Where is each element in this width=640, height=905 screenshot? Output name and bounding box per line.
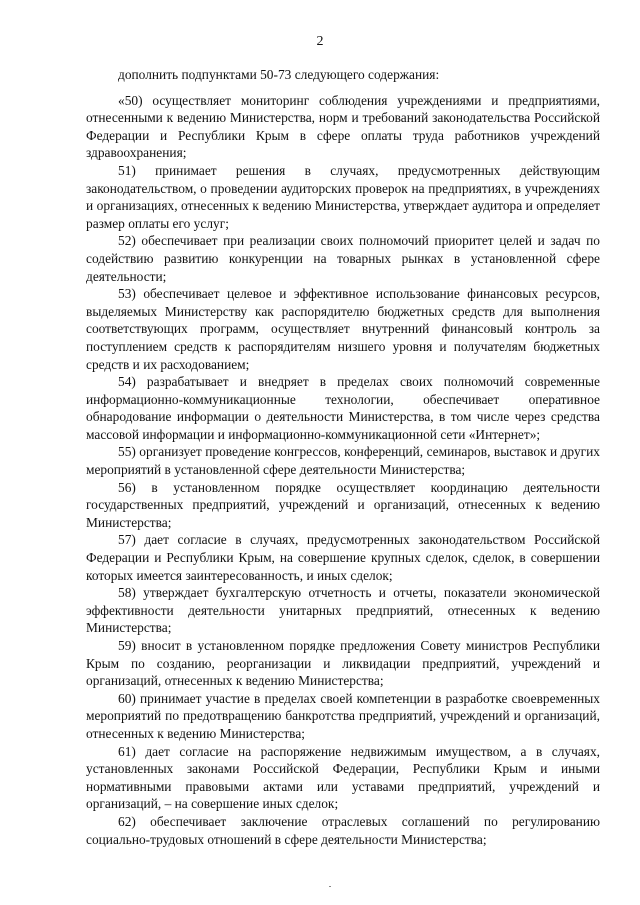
paragraph-62: 62) обеспечивает заключение отраслевых соглашений по регулированию социально-трудовых отношений в сфере деятельности Министерства; <box>86 813 600 847</box>
document-body <box>86 66 600 848</box>
paragraph-53: 53) обеспечивает целевое и эффективное использование финансовых ресурсов, выделяемых Министерству как распорядителю бюджетных средств для выполнения соответствующих программ, осуществляет внутренний финансовый контроль за поступлением средств к распорядителям низшего уровня и получателям бюджетных средств и их расходованием; <box>86 286 600 372</box>
paragraph-57: 57) дает согласие в случаях, предусмотренных законодательством Российской Федерации и Республики Крым, на совершение крупных сделок, сделок, в совершении которых имеется заинтересованность, и иных сделок; <box>86 532 600 583</box>
paragraph-58: 58) утверждает бухгалтерскую отчетность и отчеты, показатели экономической эффективности деятельности унитарных предприятий, отнесенных к ведению Министерства; <box>86 585 600 636</box>
intro-line: дополнить подпунктами 50-73 следующего содержания: <box>118 67 440 82</box>
scan-speck <box>329 886 331 887</box>
paragraph-61: 61) дает согласие на распоряжение недвижимым имуществом, а в случаях, установленных законами Российской Федерации, Республики Крым и иными нормативными правовыми актами или уставами предприятий, учреждений и организаций, – на совершение иных сделок; <box>86 743 600 812</box>
paragraph-59: 59) вносит в установленном порядке предложения Совету министров Республики Крым по созданию, реорганизации и ликвидации предприятий, учреждений и организаций, отнесенных к ведению Министерства; <box>86 638 600 689</box>
paragraph-51: 51) принимает решения в случаях, предусмотренных действующим законодательством, о проведении аудиторских проверок на предприятиях, в учреждениях и организациях, отнесенных к ведению Министерства, утверждает аудитора и определяет размер оплаты его услуг; <box>86 162 600 231</box>
paragraph-60: 60) принимает участие в пределах своей компетенции в разработке своевременных мероприятий по предотвращению банкротства предприятий, учреждений и организаций, отнесенных к ведению Министерства; <box>86 690 600 741</box>
paragraph-52: 52) обеспечивает при реализации своих полномочий приоритет целей и задач по содействию развитию конкуренции на товарных рынках в установленной сфере деятельности; <box>86 233 600 284</box>
paragraph-54: 54) разрабатывает и внедряет в пределах своих полномочий современные информационно-коммуникационные технологии, обеспечивает оперативное обнародование информации о деятельности Министерства, в том числе через средства массовой информации и информационно-коммуникационной сети «Интернет»; <box>86 374 600 442</box>
paragraph-55: 55) организует проведение конгрессов, конференций, семинаров, выставок и других мероприятий в установленной сфере деятельности Министерства; <box>86 444 600 478</box>
paragraph-50: «50) осуществляет мониторинг соблюдения учреждениями и предприятиями, отнесенными к ведению Министерства, норм и требований законодательства Российской Федерации и Республики Крым в сфере оплаты труда работников учреждений здравоохранения; <box>86 92 600 161</box>
page-number: 2 <box>316 34 324 49</box>
paragraph-56: 56) в установленном порядке осуществляет координацию деятельности государственных предприятий, учреждений и организаций, отнесенных к ведению Министерства; <box>86 479 600 530</box>
